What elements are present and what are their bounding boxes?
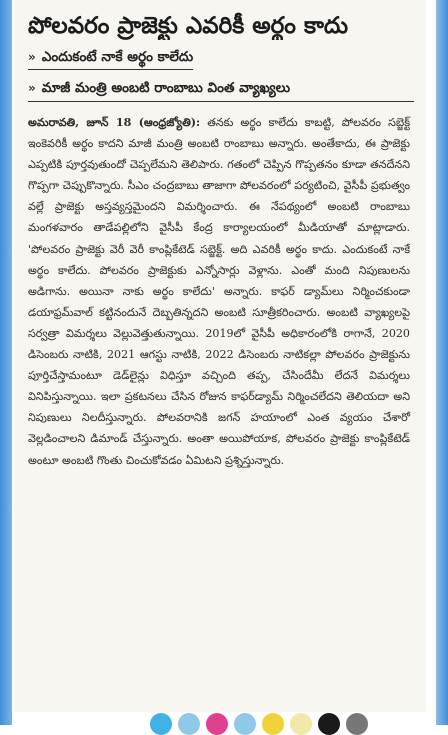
subhead-1-text: ఎందుకంటే నాకే అర్థం కాలేదు (41, 49, 194, 65)
screen-frame-right (436, 0, 448, 725)
article-subhead-1 (28, 47, 193, 70)
registration-dot (262, 713, 284, 735)
registration-dot (346, 713, 368, 735)
color-registration-marks (150, 713, 368, 725)
subhead-2-text: మాజీ మంత్రి అంబటి రాంబాబు వింత వ్యాఖ్యలు (41, 80, 290, 96)
registration-dot (150, 713, 172, 735)
newspaper-clipping (14, 0, 426, 712)
article-body (28, 112, 414, 471)
double-chevron-right-icon: » (28, 81, 36, 95)
registration-dot (290, 713, 312, 735)
double-chevron-right-icon: » (28, 50, 36, 64)
registration-dot (318, 713, 340, 735)
registration-dot (234, 713, 256, 735)
article-dateline: అమరావతి, జూన్ 18 (ఆంధ్రజ్యోతి): (28, 116, 201, 129)
screen-frame-left (0, 0, 12, 725)
article-subhead-2 (28, 78, 414, 102)
registration-dot (206, 713, 228, 735)
article-headline: పోలవరం ప్రాజెక్టు ఎవరికీ అర్థం కాదు (28, 13, 349, 39)
article-body-text: తనకు అర్థం కాలేదు కాబట్టి, పోలవరం సబ్జెక్ట్ ఇంకెవరికీ అర్థం కాదని మాజీ మంత్రి అంబటి రాంబాబు అన్నారు. అంతేకాదు, ఈ ప్రాజెక్టు ఎప్పటికి పూర్తవుతుందో చెప్పలేమని తెలిపారు. గతంలో చెప్పిన గొప్పతనం కూడా తనదేనని గొప్పగా చెప్పుకొన్నారు. సీఎం చంద్రబాబు తాజాగా పోలవరంలో పర్యటించి, వైసీపీ ప్రభుత్వం వల్లే ప్రాజెక్టు అస్తవ్యస్తమైందని విమర్శించారు. ఈ నేపథ్యంలో అంబటి రాంబాబు మంగళవారం తాడేపల్లిలోని వైసీపీ కేంద్ర కార్యాలయంలో మీడియాతో మాట్లాడారు. 'పోలవరం ప్రాజెక్టు వెరీ వెరీ కాంప్లికేటెడ్ సబ్జెక్ట్. అది ఎవరికీ అర్థం కాదు. ఎందుకంటే నాకే అర్థం కాలేదు. పోలవరం ప్రాజెక్టుకు ఎన్నోసార్లు వెళ్లాను. ఎంతో మంది నిపుణులను అడిగాను. అయినా నాకు అర్థం కాలేదు' అన్నారు. కాఫర్ డ్యామ్‌లు నిర్మించకుండా డయాఫ్రమ్‌వాల్ కట్టినందునే దెబ్బతిన్నదని అంబటి సూత్రీకరించారు. అంబటి వ్యాఖ్యలపై సర్వత్రా విమర్శలు వెల్లువెత్తుతున్నాయి. 2019లో వైసీపీ అధికారంలోకి రాగానే, 2020 డిసెంబరు నాటికి, 2021 ఆగస్టు నాటికి, 2022 డిసెంబరు నాటికల్లా పోలవరం ప్రాజెక్టును పూర్తిచేస్తామంటూ డెడ్‌లైన్లు విధిస్తూ వచ్చింది తప్ప, చేసిందేమీ లేదనే విమర్శలు వినిపిస్తున్నాయి. ఇలా ప్రకటనలు చేసిన రోజున కాఫర్‌డ్యామ్ నిర్మించలేదని తెలియదా అని నిపుణులు నిలదీస్తున్నారు. పోలవరానికి జగన్ హయాంలో ఎంత వ్యయం చేశారో వెల్లడించాలని డిమాండ్ చేస్తున్నారు. అంతా అయిపోయాక, పోలవరం ప్రాజెక్టు కాంప్లికేటెడ్ అంటూ అంబటి గొంతు చించుకోవడం ఏమిటని ప్రశ్నిస్తున్నారు. (28, 116, 411, 467)
registration-dot (178, 713, 200, 735)
